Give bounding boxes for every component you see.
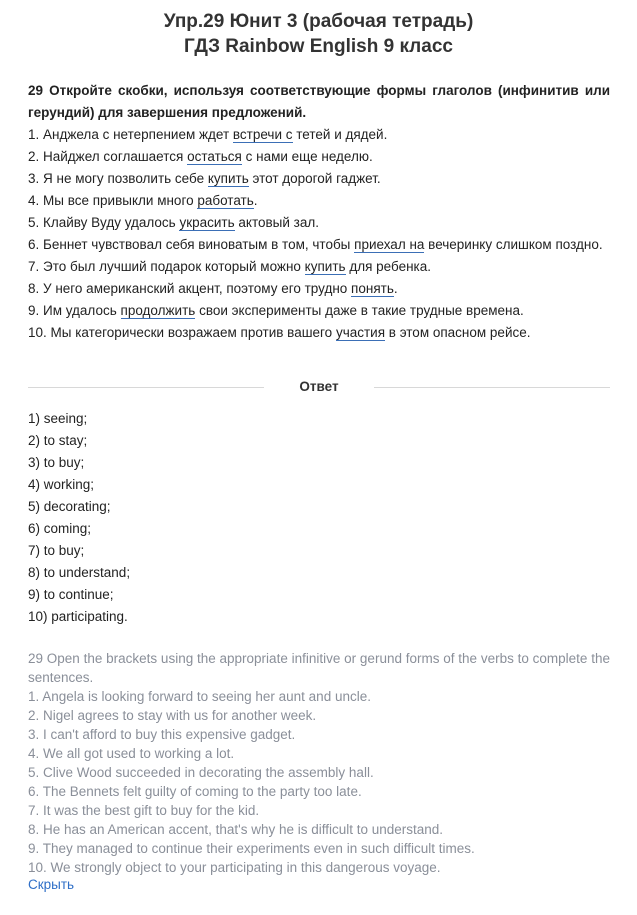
answer-item: 7) to buy; <box>28 543 85 558</box>
answer-list <box>28 408 130 628</box>
task-block <box>28 80 610 344</box>
task-item <box>28 212 610 234</box>
answer-item: 3) to buy; <box>28 455 85 470</box>
page-title <box>0 0 637 59</box>
task-item-text: 9. Им удалось <box>28 303 121 318</box>
task-item-text: 6. Беннет чувствовал себя виноватым в том, чтобы <box>28 237 355 252</box>
task-item-text: вечеринку слишком поздно. <box>424 237 603 252</box>
task-item-answer: встречи с <box>232 127 293 142</box>
task-item-text: 1. Анджела с нетерпением ждет <box>28 127 233 142</box>
task-item <box>28 146 610 168</box>
task-item-text: 7. Это был лучший подарок который можно <box>28 259 305 274</box>
task-item <box>28 300 610 322</box>
translation-block <box>28 649 610 877</box>
task-item-text: 3. Я не могу позволить себе <box>28 171 208 186</box>
task-item-text: этот дорогой гаджет. <box>248 171 381 186</box>
translation-item: 2. Nigel agrees to stay with us for another week. <box>28 708 317 723</box>
task-item <box>28 256 610 278</box>
translation-item: 5. Clive Wood succeeded in decorating the assembly hall. <box>28 765 374 780</box>
answer-item: 9) to continue; <box>28 587 114 602</box>
task-item-answer: понять <box>351 281 394 296</box>
translation-item: 10. We strongly object to your participating in this dangerous voyage. <box>28 860 441 875</box>
hide-link[interactable]: Скрыть <box>28 877 75 892</box>
task-item-answer: украсить <box>179 215 235 230</box>
task-item-text: в этом опасном рейсе. <box>385 325 531 340</box>
answer-item: 10) participating. <box>28 609 128 624</box>
task-item <box>28 278 610 300</box>
task-item <box>28 190 610 212</box>
task-item <box>28 322 610 344</box>
task-item-text: с нами еще неделю. <box>241 149 373 164</box>
translation-item: 7. It was the best gift to buy for the kid. <box>28 803 260 818</box>
answer-item: 2) to stay; <box>28 433 88 448</box>
translation-item: 1. Angela is looking forward to seeing her aunt and uncle. <box>28 689 371 704</box>
page-title-line1: Упр.29 Юнит 3 (рабочая тетрадь) <box>163 11 474 32</box>
task-item-text: для ребенка. <box>345 259 431 274</box>
task-item-text: 5. Клайву Вуду удалось <box>28 215 180 230</box>
task-item-answer: остаться <box>187 149 242 164</box>
answer-item: 6) coming; <box>28 521 92 536</box>
translation-item: 4. We all got used to working a lot. <box>28 746 235 761</box>
task-item-answer: работать <box>197 193 254 208</box>
answer-item: 8) to understand; <box>28 565 131 580</box>
task-item-text: актовый зал. <box>234 215 320 230</box>
task-item <box>28 168 610 190</box>
page-title-line2: ГДЗ Rainbow English 9 класс <box>184 36 453 57</box>
task-item-text: 4. Мы все привыкли много <box>28 193 198 208</box>
divider-line-right <box>374 387 610 388</box>
translation-heading: 29 Open the brackets using the appropriate infinitive or gerund forms of the verbs to complete the sentences. <box>28 651 610 685</box>
translation-item: 8. He has an American accent, that's why he is difficult to understand. <box>28 822 444 837</box>
task-item-text: . <box>253 193 258 208</box>
task-item <box>28 124 610 146</box>
translation-item: 9. They managed to continue their experiments even in such difficult times. <box>28 841 475 856</box>
answer-item: 4) working; <box>28 477 95 492</box>
task-item-text: 8. У него американский акцент, поэтому его трудно <box>28 281 352 296</box>
task-item-answer: купить <box>207 171 249 186</box>
translation-item: 6. The Bennets felt guilty of coming to the party too late. <box>28 784 362 799</box>
answer-divider <box>28 378 610 398</box>
task-item-text: свои эксперименты даже в такие трудные времена. <box>195 303 524 318</box>
task-item-answer: участия <box>335 325 386 340</box>
answer-item: 1) seeing; <box>28 411 88 426</box>
task-heading: 29 Откройте скобки, используя соответствующие формы глаголов (инфинитив или герундий) для завершения предложений. <box>28 83 610 120</box>
task-item-answer: приехал на <box>354 237 425 252</box>
task-item-text: 2. Найджел соглашается <box>28 149 188 164</box>
task-item-answer: продолжить <box>120 303 196 318</box>
task-item-text: 10. Мы категорически возражаем против вашего <box>28 325 336 340</box>
task-item-text: . <box>393 281 398 296</box>
answer-label: Ответ <box>299 379 339 394</box>
translation-item: 3. I can't afford to buy this expensive gadget. <box>28 727 296 742</box>
answer-item: 5) decorating; <box>28 499 111 514</box>
task-item-text: тетей и дядей. <box>292 127 388 142</box>
task-item <box>28 234 610 256</box>
task-item-answer: купить <box>304 259 346 274</box>
